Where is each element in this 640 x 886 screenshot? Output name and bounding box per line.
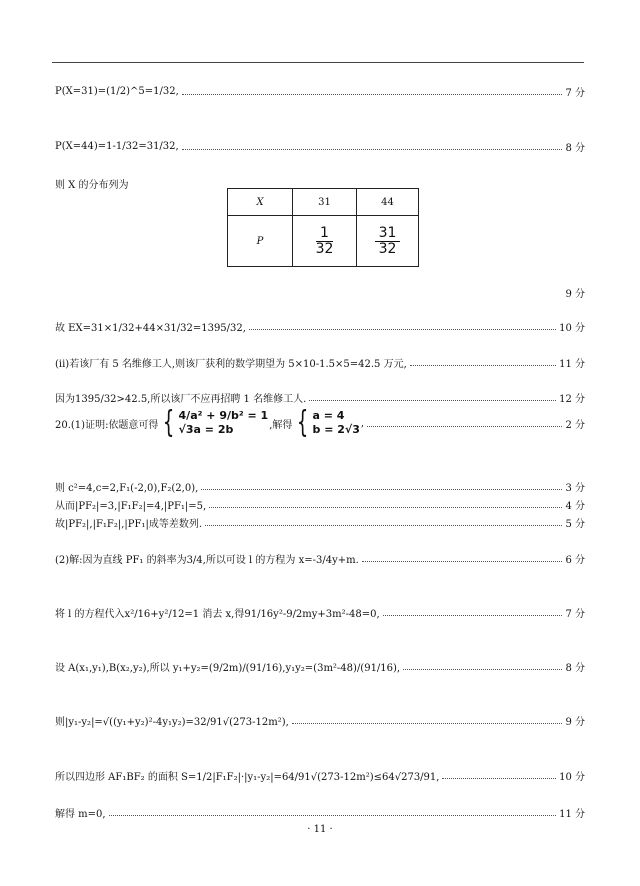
score-label: 7 分	[565, 608, 585, 620]
score-label: 4 分	[565, 500, 585, 512]
formula-text: 解得 m=0,	[55, 808, 106, 820]
equation-system	[159, 405, 269, 440]
table-cell	[293, 216, 357, 267]
dot-leader	[410, 365, 556, 366]
page-number: · 11 ·	[307, 824, 333, 835]
body-text: ,	[360, 417, 365, 429]
line-slope	[55, 547, 585, 569]
score-label: 6 分	[565, 554, 585, 566]
score-label: 10 分	[559, 771, 585, 783]
equation: a = 4	[312, 409, 345, 422]
score-label: 11 分	[559, 358, 585, 370]
table-cell: P	[228, 216, 293, 267]
solution-system	[293, 405, 360, 440]
formula-text: P(X=44)=1-1/32=31/32,	[55, 140, 179, 152]
dot-leader	[309, 400, 556, 401]
dot-leader	[367, 426, 562, 427]
score-label: 8 分	[565, 142, 585, 154]
formula-text: P(X=31)=(1/2)^5=1/32,	[55, 85, 179, 97]
line-substitute	[55, 601, 585, 623]
line-score-9	[55, 281, 585, 303]
dot-leader	[292, 723, 563, 724]
dot-leader	[362, 561, 563, 562]
numerator: 31	[375, 226, 401, 242]
line-arithmetic-seq	[55, 513, 585, 531]
score-label: 9 分	[565, 716, 585, 728]
body-text: (2)解:因为直线 PF₁ 的斜率为3/4,所以可设 l 的方程为 x=-3/4y+m.	[55, 554, 359, 566]
formula-text: 所以四边形 AF₁BF₂ 的面积 S=1/2|F₁F₂|·|y₁-y₂|=64/91√(273-12m²)≤64√273/91,	[55, 771, 440, 783]
line-expectation	[55, 315, 585, 337]
body-text: (ii)若该厂有 5 名维修工人,则该厂获利的数学期望为 5×10-1.5×5=42.5 万元,	[55, 358, 407, 370]
formula-text: 则|y₁-y₂|=√((y₁+y₂)²-4y₁y₂)=32/91√(273-12m²),	[55, 716, 289, 728]
formula-text: 故 EX=31×1/32+44×31/32=1395/32,	[55, 322, 246, 334]
equation: b = 2√3	[312, 423, 360, 436]
fraction	[316, 226, 334, 257]
line-difference	[55, 709, 585, 731]
table-header-cell: 44	[357, 189, 419, 216]
distribution-table	[227, 188, 419, 267]
formula-text: 从而|PF₂|=3,|F₁F₂|=4,|PF₁|=5,	[55, 500, 207, 512]
dot-leader	[442, 778, 556, 779]
denominator: 32	[315, 240, 334, 257]
body-text: ,解得	[269, 419, 293, 431]
score-label: 5 分	[565, 518, 585, 530]
numerator: 1	[316, 226, 333, 242]
table-cell	[357, 216, 419, 267]
table-row	[228, 216, 419, 267]
line-p-x-31	[55, 80, 585, 102]
fraction	[375, 226, 401, 257]
dot-leader	[201, 489, 562, 490]
body-text: 则 X 的分布列为	[55, 179, 129, 191]
dot-leader	[383, 615, 563, 616]
score-label: 12 分	[559, 393, 585, 405]
score-label: 9 分	[565, 288, 585, 300]
dot-leader	[182, 149, 563, 150]
line-distances	[55, 495, 585, 513]
line-five-workers	[55, 351, 585, 373]
table-header-cell: 31	[293, 189, 357, 216]
dot-leader	[109, 815, 557, 816]
line-foci	[55, 477, 585, 495]
top-rule	[52, 62, 584, 63]
brace-icon: {	[297, 405, 309, 440]
dot-leader	[209, 507, 562, 508]
score-label: 7 分	[565, 87, 585, 99]
formula-text: 设 A(x₁,y₁),B(x₂,y₂),所以 y₁+y₂=(9/2m)/(91/16),y₁y₂=(3m²-48)/(91/16),	[55, 662, 401, 674]
dot-leader	[205, 525, 562, 526]
score-label: 8 分	[565, 662, 585, 674]
line-conclusion	[55, 386, 585, 408]
equation: √3a = 2b	[178, 423, 234, 436]
score-label: 10 分	[559, 322, 585, 334]
score-label: 2 分	[565, 419, 585, 431]
denominator: 32	[378, 240, 397, 257]
score-label: 11 分	[559, 808, 585, 820]
body-text: 20.(1)证明:依题意可得	[55, 419, 159, 431]
equation: 4/a² + 9/b² = 1	[178, 409, 269, 422]
line-vieta	[55, 655, 585, 677]
line-area	[55, 764, 585, 786]
body-text: 因为1395/32>42.5,所以该厂不应再招聘 1 名维修工人.	[55, 393, 307, 405]
formula-text: 则 c²=4,c=2,F₁(-2,0),F₂(2,0),	[55, 482, 199, 494]
dot-leader	[403, 669, 562, 670]
dot-leader	[182, 94, 563, 95]
line-p-x-44	[55, 135, 585, 157]
formula-text: 将 l 的方程代入x²/16+y²/12=1 消去 x,得91/16y²-9/2my+3m²-48=0,	[55, 608, 380, 620]
line-problem-20-proof	[55, 407, 585, 439]
body-text: 故|PF₂|,|F₁F₂|,|PF₁|成等差数列.	[55, 518, 202, 530]
line-solution-m	[55, 801, 585, 823]
table-header-cell: X	[228, 189, 293, 216]
score-label: 3 分	[565, 482, 585, 494]
dot-leader	[249, 329, 556, 330]
brace-icon: {	[163, 405, 175, 440]
table-row	[228, 189, 419, 216]
